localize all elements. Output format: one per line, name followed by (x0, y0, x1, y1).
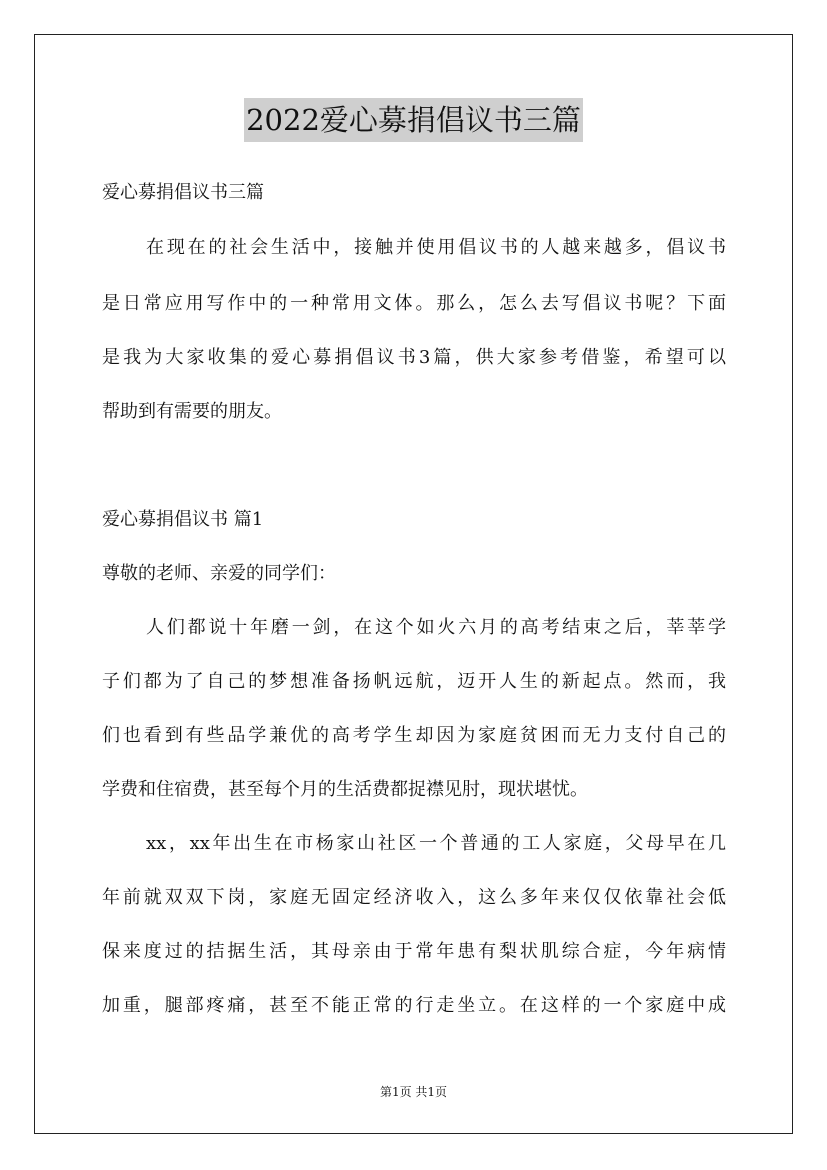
para2-line-1: xx，xx年出生在市杨家山社区一个普通的工人家庭，父母早在几 (146, 833, 726, 854)
para2-line-4: 加重，腿部疼痛，甚至不能正常的行走坐立。在这样的一个家庭中成 (102, 995, 726, 1016)
intro-line-3: 是我为大家收集的爱心募捐倡议书3篇，供大家参考借鉴，希望可以 (102, 347, 726, 368)
salutation: 尊敬的老师、亲爱的同学们： (102, 563, 336, 584)
para1-line-4: 学费和住宿费，甚至每个月的生活费都捉襟见肘，现状堪忧。 (102, 779, 588, 800)
section-heading: 爱心募捐倡议书 篇1 (102, 509, 264, 530)
para1-line-3: 们也看到有些品学兼优的高考学生却因为家庭贫困而无力支付自己的 (102, 725, 726, 746)
page-number-footer: 第1页 共1页 (379, 1085, 448, 1099)
document-title: 2022爱心募捐倡议书三篇 (244, 98, 583, 142)
para2-line-2: 年前就双双下岗，家庭无固定经济收入，这么多年来仅仅依靠社会低 (102, 887, 726, 908)
intro-line-4: 帮助到有需要的朋友。 (102, 401, 282, 422)
intro-line-1: 在现在的社会生活中，接触并使用倡议书的人越来越多，倡议书 (146, 237, 726, 258)
para1-line-1: 人们都说十年磨一剑，在这个如火六月的高考结束之后，莘莘学 (146, 617, 726, 638)
title-container (0, 98, 827, 142)
para1-line-2: 子们都为了自己的梦想准备扬帆远航，迈开人生的新起点。然而，我 (102, 671, 726, 692)
intro-line-2: 是日常应用写作中的一种常用文体。那么，怎么去写倡议书呢？下面 (102, 293, 726, 314)
para2-line-3: 保来度过的拮据生活，其母亲由于常年患有梨状肌综合症，今年病情 (102, 941, 726, 962)
document-subtitle: 爱心募捐倡议书三篇 (102, 182, 264, 203)
